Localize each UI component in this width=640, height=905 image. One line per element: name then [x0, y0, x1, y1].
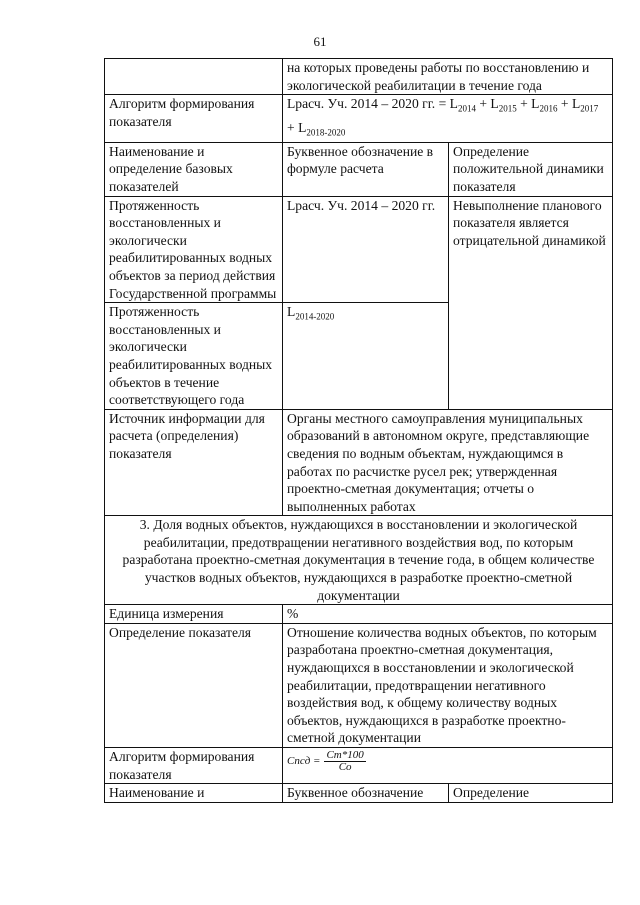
table-cell: Lрасч. Уч. 2014 – 2020 гг.: [283, 196, 449, 303]
formula-subscript: 2016: [539, 103, 558, 114]
formula-cell: [283, 95, 613, 143]
table-row: [105, 623, 613, 747]
fraction: [324, 750, 365, 773]
table-row: [105, 95, 613, 143]
indicator-table: [104, 58, 613, 803]
table-cell: Наименование и: [105, 784, 283, 803]
table-cell: на которых проведены работы по восстановлению и экологической реабилитации в течение года: [283, 59, 613, 95]
table-cell: Отношение количества водных объектов, по которым разработана проектно-сметная документация, нуждающихся в восстановлении и экологической реабилитации, предотвращении негативного воздействия вод, к общему количеству водных объектов, нуждающихся в разработке проектно-сметной документации: [283, 623, 613, 747]
formula-text: Lрасч. Уч. 2014 – 2020 гг. = $L_{2014} + L_{2015} + L_{2016} + L_{2017} + L_{2018-2020}$: [287, 96, 599, 138]
table-cell: Невыполнение планового показателя является отрицательной динамикой: [449, 196, 613, 409]
table-row: [105, 409, 613, 516]
table-cell: Определение положительной динамики показателя: [449, 142, 613, 196]
formula-lhs: Lрасч. Уч. 2014 – 2020 гг. = L: [287, 96, 458, 112]
formula-lhs: Cпсд =: [287, 754, 321, 767]
table-cell: Единица измерения: [105, 605, 283, 624]
formula-fraction: [287, 750, 366, 773]
table-cell: Определение: [449, 784, 613, 803]
table-cell: Источник информации для расчета (определения) показателя: [105, 409, 283, 516]
formula-subscript: 2017: [580, 103, 599, 114]
symbol-l-subscript: 2014-2020: [295, 311, 335, 322]
formula-subscript: 2018-2020: [306, 127, 346, 138]
table-cell: Алгоритм формирования показателя: [105, 95, 283, 143]
fraction-numerator: Cт*100: [326, 749, 364, 761]
formula-subscript: 2014: [457, 103, 476, 114]
fraction-denominator: Co: [338, 761, 352, 773]
table-row: [105, 196, 613, 303]
table-cell: Органы местного самоуправления муниципальных образований в автономном округе, представляющие сведения по водным объектам, нуждающимся в работах по расчистке русел рек; утвержденная проектно-сметная документация; отчеты о выполненных работах: [283, 409, 613, 516]
formula-subscript: 2015: [498, 103, 517, 114]
table-row: [105, 142, 613, 196]
table-row: [105, 59, 613, 95]
table-cell: %: [283, 605, 613, 624]
page-number: 61: [313, 34, 327, 49]
table-cell: [105, 59, 283, 95]
table-cell: Определение показателя: [105, 623, 283, 747]
table-cell: Буквенное обозначение: [283, 784, 449, 803]
section-heading: 3. Доля водных объектов, нуждающихся в восстановлении и экологической реабилитации, предотвращении негативного воздействия вод, по которым разработана проектно-сметная документация в течение года, в общем количестве участков водных объектов, нуждающихся в разработке проектно-сметной документации: [105, 516, 613, 605]
symbol-l: L: [287, 304, 296, 320]
table-row: [105, 784, 613, 803]
table-cell: Наименование и определение базовых показателей: [105, 142, 283, 196]
table-cell: Протяженность восстановленных и экологически реабилитированных водных объектов за период действия Государственной программы: [105, 196, 283, 303]
table-row: [105, 516, 613, 605]
table-cell: Протяженность восстановленных и экологически реабилитированных водных объектов в течение соответствующего года: [105, 303, 283, 410]
table-cell: [283, 303, 449, 410]
table-cell: Алгоритм формирования показателя: [105, 748, 283, 784]
table-row: [105, 748, 613, 784]
formula-sum: [287, 96, 599, 138]
table-cell: Буквенное обозначение в формуле расчета: [283, 142, 449, 196]
table-row: [105, 605, 613, 624]
formula-cell: [283, 748, 613, 784]
